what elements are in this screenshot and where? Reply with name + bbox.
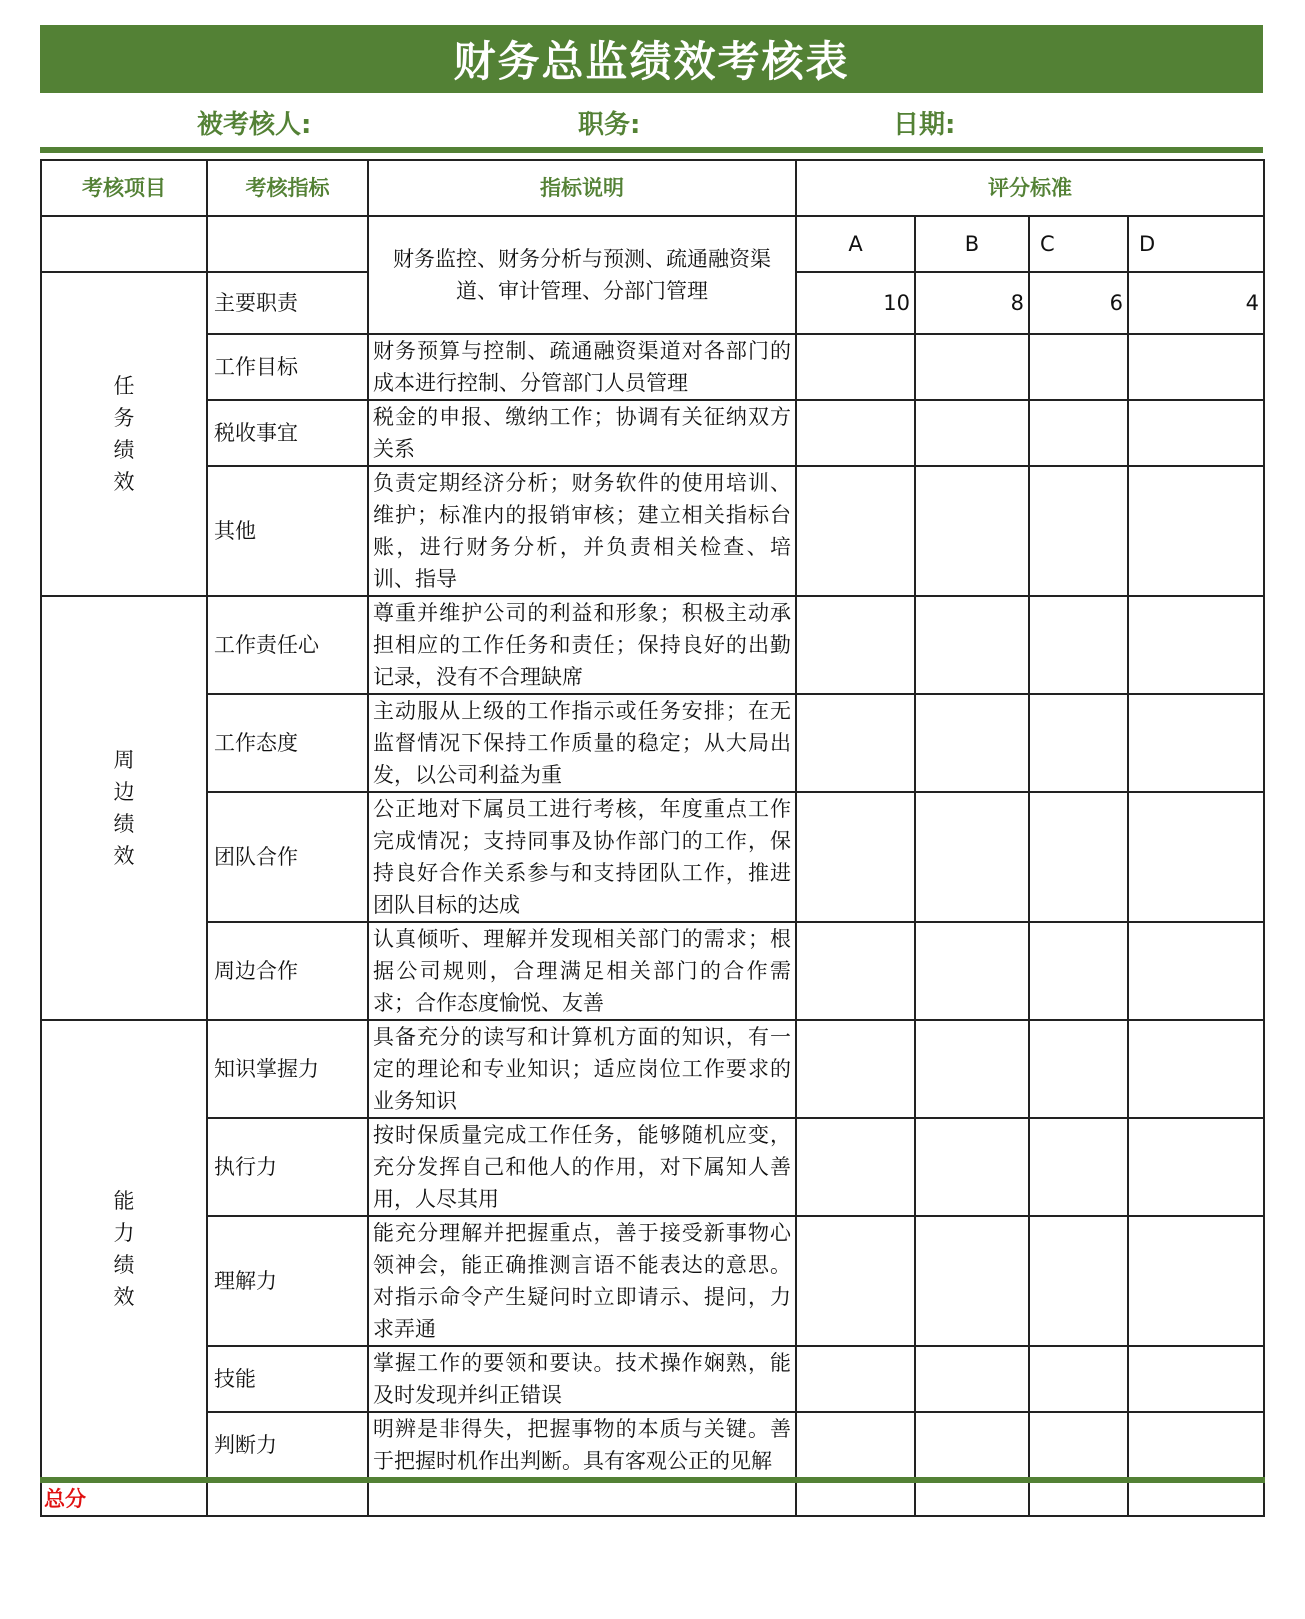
- score-cell[interactable]: [1128, 466, 1264, 596]
- score-cell[interactable]: [915, 922, 1029, 1020]
- row-indicator: 工作态度: [207, 694, 368, 792]
- header-item: 考核项目: [41, 160, 207, 216]
- row-indicator: 其他: [207, 466, 368, 596]
- grade-c: C: [1029, 216, 1128, 272]
- row-indicator: 税收事宜: [207, 400, 368, 466]
- score-cell[interactable]: [1029, 400, 1128, 466]
- score-cell[interactable]: [796, 400, 915, 466]
- score-cell[interactable]: [796, 1216, 915, 1346]
- score-cell[interactable]: [1128, 1216, 1264, 1346]
- empty-cell: [207, 216, 368, 272]
- score-cell[interactable]: [1029, 1118, 1128, 1216]
- grade-d: D: [1128, 216, 1264, 272]
- category-task: 任 务 绩 效: [41, 272, 207, 596]
- score-cell[interactable]: [796, 1346, 915, 1412]
- score-cell[interactable]: [1029, 1412, 1128, 1480]
- score-cell[interactable]: [1128, 596, 1264, 694]
- table-row: [41, 1412, 1264, 1480]
- row-description: 具备充分的读写和计算机方面的知识，有一定的理论和专业知识；适应岗位工作要求的业务知识: [368, 1020, 796, 1118]
- score-cell[interactable]: [1128, 1346, 1264, 1412]
- score-cell[interactable]: [1029, 466, 1128, 596]
- score-cell[interactable]: [796, 1118, 915, 1216]
- position-label: 职务:: [578, 110, 641, 140]
- assessment-table: [40, 159, 1265, 1517]
- total-cell[interactable]: [368, 1480, 796, 1516]
- total-cell[interactable]: [915, 1480, 1029, 1516]
- score-cell[interactable]: [1128, 1412, 1264, 1480]
- header-indicator: 考核指标: [207, 160, 368, 216]
- table-row: [41, 694, 1264, 792]
- score-cell[interactable]: [1029, 1346, 1128, 1412]
- row-indicator: 工作责任心: [207, 596, 368, 694]
- score-cell[interactable]: [1128, 400, 1264, 466]
- score-cell[interactable]: [1029, 922, 1128, 1020]
- total-cell[interactable]: [207, 1480, 368, 1516]
- score-cell[interactable]: [915, 334, 1029, 400]
- empty-cell: [41, 216, 207, 272]
- table-header-row: [41, 160, 1264, 216]
- score-cell[interactable]: [915, 792, 1029, 922]
- row-indicator: 技能: [207, 1346, 368, 1412]
- score-cell[interactable]: [915, 694, 1029, 792]
- score-cell[interactable]: [915, 1412, 1029, 1480]
- total-label: 总分: [41, 1480, 207, 1516]
- total-row: [41, 1480, 1264, 1516]
- score-cell[interactable]: [915, 1346, 1029, 1412]
- score-cell[interactable]: [796, 792, 915, 922]
- score-cell[interactable]: [796, 466, 915, 596]
- row-description: 财务监控、财务分析与预测、疏通融资渠道、审计管理、分部门管理: [368, 216, 796, 334]
- date-label: 日期:: [893, 110, 956, 140]
- evaluated-person-label: 被考核人:: [197, 110, 312, 140]
- table-row: [41, 792, 1264, 922]
- score-cell[interactable]: [915, 1118, 1029, 1216]
- score-d: 4: [1128, 272, 1264, 334]
- score-cell[interactable]: [915, 1216, 1029, 1346]
- score-cell[interactable]: [796, 922, 915, 1020]
- grade-row: [41, 216, 1264, 272]
- score-cell[interactable]: [1128, 334, 1264, 400]
- row-indicator: 执行力: [207, 1118, 368, 1216]
- score-cell[interactable]: [796, 334, 915, 400]
- score-cell[interactable]: [1128, 1020, 1264, 1118]
- score-cell[interactable]: [915, 1020, 1029, 1118]
- table-row: [41, 1020, 1264, 1118]
- table-row: [41, 1118, 1264, 1216]
- header-standard: 评分标准: [796, 160, 1264, 216]
- table-row: [41, 922, 1264, 1020]
- row-description: 财务预算与控制、疏通融资渠道对各部门的成本进行控制、分管部门人员管理: [368, 334, 796, 400]
- row-description: 主动服从上级的工作指示或任务安排；在无监督情况下保持工作质量的稳定；从大局出发，以公司利益为重: [368, 694, 796, 792]
- table-row: [41, 334, 1264, 400]
- total-cell[interactable]: [1128, 1480, 1264, 1516]
- grade-b: B: [915, 216, 1029, 272]
- total-cell[interactable]: [796, 1480, 915, 1516]
- score-c: 6: [1029, 272, 1128, 334]
- score-cell[interactable]: [1029, 596, 1128, 694]
- row-description: 按时保质量完成工作任务，能够随机应变，充分发挥自己和他人的作用，对下属知人善用，人尽其用: [368, 1118, 796, 1216]
- score-a: 10: [796, 272, 915, 334]
- score-cell[interactable]: [1128, 922, 1264, 1020]
- row-indicator: 团队合作: [207, 792, 368, 922]
- row-description: 公正地对下属员工进行考核，年度重点工作完成情况；支持同事及协作部门的工作，保持良好合作关系参与和支持团队工作，推进团队目标的达成: [368, 792, 796, 922]
- row-indicator: 周边合作: [207, 922, 368, 1020]
- score-cell[interactable]: [1029, 1020, 1128, 1118]
- table-row: [41, 596, 1264, 694]
- score-b: 8: [915, 272, 1029, 334]
- row-description: 掌握工作的要领和要诀。技术操作娴熟，能及时发现并纠正错误: [368, 1346, 796, 1412]
- row-description: 税金的申报、缴纳工作；协调有关征纳双方关系: [368, 400, 796, 466]
- score-cell[interactable]: [1128, 792, 1264, 922]
- row-description: 能充分理解并把握重点，善于接受新事物心领神会，能正确推测言语不能表达的意思。对指示命令产生疑问时立即请示、提问，力求弄通: [368, 1216, 796, 1346]
- score-cell[interactable]: [915, 466, 1029, 596]
- row-indicator: 知识掌握力: [207, 1020, 368, 1118]
- table-row: [41, 1216, 1264, 1346]
- row-description: 认真倾听、理解并发现相关部门的需求；根据公司规则，合理满足相关部门的合作需求；合作态度愉悦、友善: [368, 922, 796, 1020]
- score-cell[interactable]: [1029, 334, 1128, 400]
- category-ability: 能 力 绩 效: [41, 1020, 207, 1480]
- score-cell[interactable]: [1128, 1118, 1264, 1216]
- table-row: [41, 1346, 1264, 1412]
- row-indicator: 主要职责: [207, 272, 368, 334]
- row-description: 负责定期经济分析；财务软件的使用培训、维护；标准内的报销审核；建立相关指标台账，进行财务分析，并负责相关检查、培训、指导: [368, 466, 796, 596]
- score-cell[interactable]: [1029, 1216, 1128, 1346]
- score-cell[interactable]: [796, 1020, 915, 1118]
- row-indicator: 工作目标: [207, 334, 368, 400]
- table-row: [41, 466, 1264, 596]
- score-cell[interactable]: [1029, 694, 1128, 792]
- table-row: [41, 400, 1264, 466]
- score-cell[interactable]: [796, 1412, 915, 1480]
- header-description: 指标说明: [368, 160, 796, 216]
- row-description: 明辨是非得失，把握事物的本质与关键。善于把握时机作出判断。具有客观公正的见解: [368, 1412, 796, 1480]
- total-cell[interactable]: [1029, 1480, 1128, 1516]
- row-indicator: 判断力: [207, 1412, 368, 1480]
- score-cell[interactable]: [915, 400, 1029, 466]
- score-cell[interactable]: [915, 596, 1029, 694]
- header-divider: [40, 147, 1263, 153]
- score-cell[interactable]: [1128, 694, 1264, 792]
- row-description: 尊重并维护公司的利益和形象；积极主动承担相应的工作任务和责任；保持良好的出勤记录，没有不合理缺席: [368, 596, 796, 694]
- category-peripheral: 周 边 绩 效: [41, 596, 207, 1020]
- grade-a: A: [796, 216, 915, 272]
- score-cell[interactable]: [796, 596, 915, 694]
- row-indicator: 理解力: [207, 1216, 368, 1346]
- score-cell[interactable]: [1029, 792, 1128, 922]
- score-cell[interactable]: [796, 694, 915, 792]
- page-title: 财务总监绩效考核表: [40, 25, 1263, 93]
